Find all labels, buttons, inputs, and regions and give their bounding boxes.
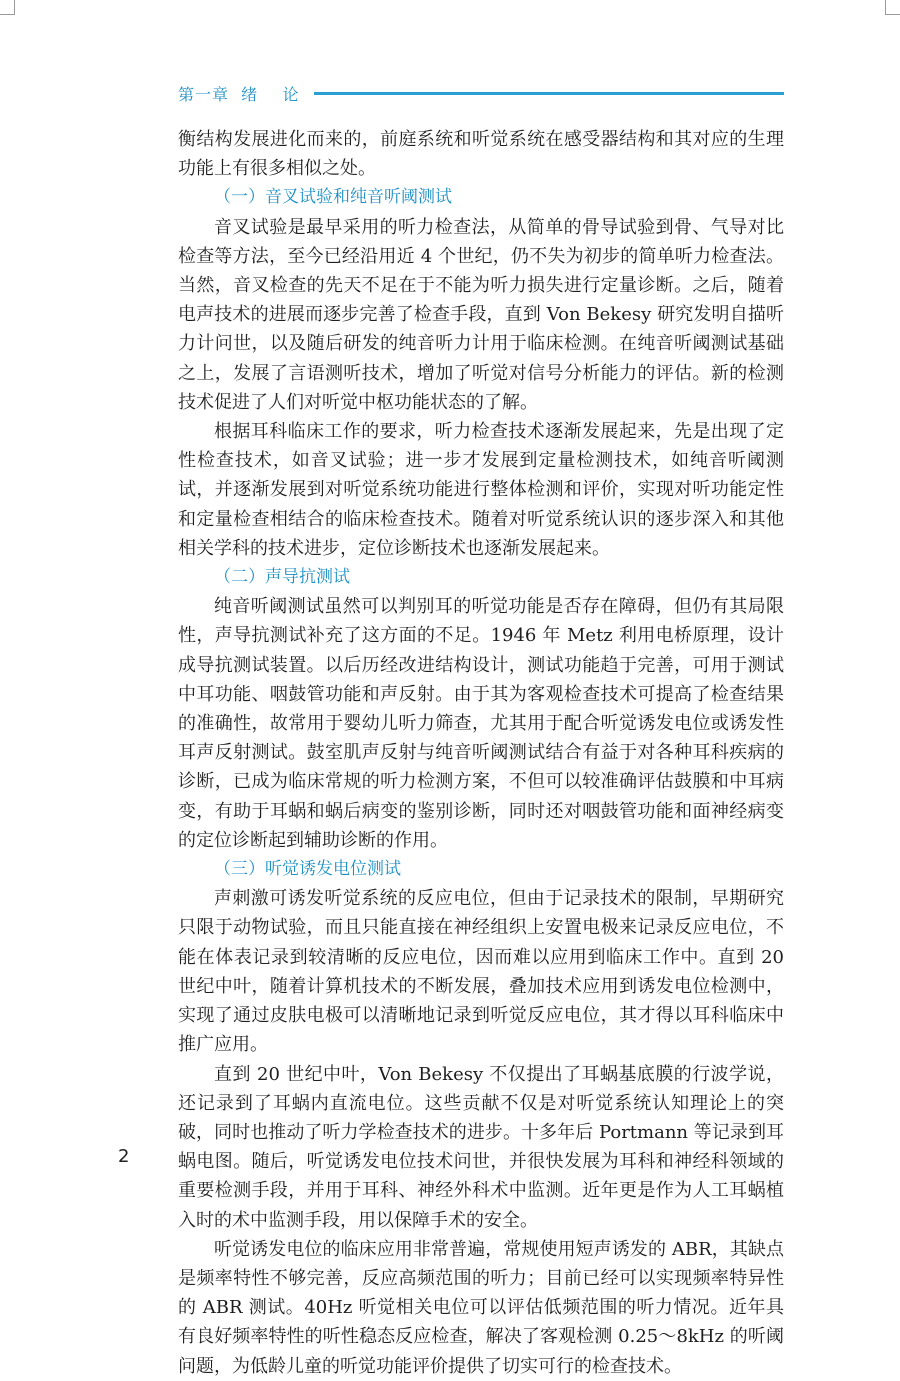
paragraph: 听觉诱发电位的临床应用非常普遍，常规使用短声诱发的 ABR，其缺点是频率特性不够完善，反应高频范围的听力；目前已经可以实现频率特异性的 ABR 测试。40Hz 听觉相关电位可以评估低频范围的听力情况。近年具有良好频率特性的听性稳态反应检查，解决了客观检测 0.25～8kHz 的听阈问题，为低龄儿童的听觉功能评价提供了切实可行的检查技术。 [178, 1238, 784, 1377]
paragraph: 直到 20 世纪中叶，Von Bekesy 不仅提出了耳蜗基底膜的行波学说，还记录到了耳蜗内直流电位。这些贡献不仅是对听觉系统认知理论上的突破，同时也推动了听力学检查技术的进步。十多年后 Portmann 等记录到耳蜗电图。随后，听觉诱发电位技术问世，并很快发展为耳科和神经科领域的重要检测手段，并用于耳科、神经外科术中监测。近年更是作为人工耳蜗植入时的术中监测手段，用以保障手术的安全。 [178, 1063, 784, 1231]
paragraph-continued: 衡结构发展进化而来的，前庭系统和听觉系统在感受器结构和其对应的生理功能上有很多相似之处。 [178, 129, 784, 180]
chapter-title: 第一章 绪 论 [178, 84, 300, 104]
section-heading-evoked-potential: （三）听觉诱发电位测试 [214, 859, 401, 880]
paragraph: 音叉试验是最早采用的听力检查法，从简单的骨导试验到骨、气导对比检查等方法，至今已经沿用近 4 个世纪，仍不失为初步的简单听力检查法。当然，音叉检查的先天不足在于不能为听力损失进行定量诊断。之后，随着电声技术的进展而逐步完善了检查手段，直到 Von Bekesy 研究发明自描听力计问世，以及随后研发的纯音听力计用于临床检测。在纯音听阈测试基础之上，发展了言语测听技术，增加了听觉对信号分析能力的评估。新的检测技术促进了人们对听觉中枢功能状态的了解。 [178, 216, 784, 413]
section-heading-tuning-fork: （一）音叉试验和纯音听阈测试 [214, 187, 452, 208]
paragraph: 纯音听阈测试虽然可以判别耳的听觉功能是否存在障碍，但仍有其局限性，声导抗测试补充了这方面的不足。1946 年 Metz 利用电桥原理，设计成导抗测试装置。以后历经改进结构设计，测试功能趋于完善，可用于测试中耳功能、咽鼓管功能和声反射。由于其为客观检查技术可提高了检查结果的准确性，故常用于婴幼儿听力筛查，尤其用于配合听觉诱发电位或诱发性耳声反射测试。鼓室肌声反射与纯音听阈测试结合有益于对各种耳科疾病的诊断，已成为临床常规的听力检测方案，不但可以较准确评估鼓膜和中耳病变，有助于耳蜗和蜗后病变的鉴别诊断，同时还对咽鼓管功能和面神经病变的定位诊断起到辅助诊断的作用。 [178, 596, 784, 851]
paragraph: 根据耳科临床工作的要求，听力检查技术逐渐发展起来，先是出现了定性检查技术，如音叉试验；进一步才发展到定量检测技术，如纯音听阈测试，并逐渐发展到对听觉系统功能进行整体检测和评价，实现对听功能定性和定量检查相结合的临床检查技术。随着对听觉系统认识的逐步深入和其他相关学科的技术进步，定位诊断技术也逐渐发展起来。 [178, 421, 784, 559]
paragraph: 声刺激可诱发听觉系统的反应电位，但由于记录技术的限制，早期研究只限于动物试验，而且只能直接在神经组织上安置电极来记录反应电位，不能在体表记录到较清晰的反应电位，因而难以应用到临床工作中。直到 20 世纪中叶，随着计算机技术的不断发展，叠加技术应用到诱发电位检测中，实现了通过皮肤电极可以清晰地记录到听觉反应电位，其才得以耳科临床中推广应用。 [178, 888, 784, 1056]
crop-mark-top-right [885, 0, 900, 15]
page-number: 2 [118, 1146, 130, 1167]
header-rule [314, 92, 784, 95]
page-body [178, 125, 784, 1381]
running-header [178, 78, 784, 108]
section-heading-acoustic-immittance: （二）声导抗测试 [214, 567, 350, 588]
crop-mark-top-left [0, 0, 15, 15]
